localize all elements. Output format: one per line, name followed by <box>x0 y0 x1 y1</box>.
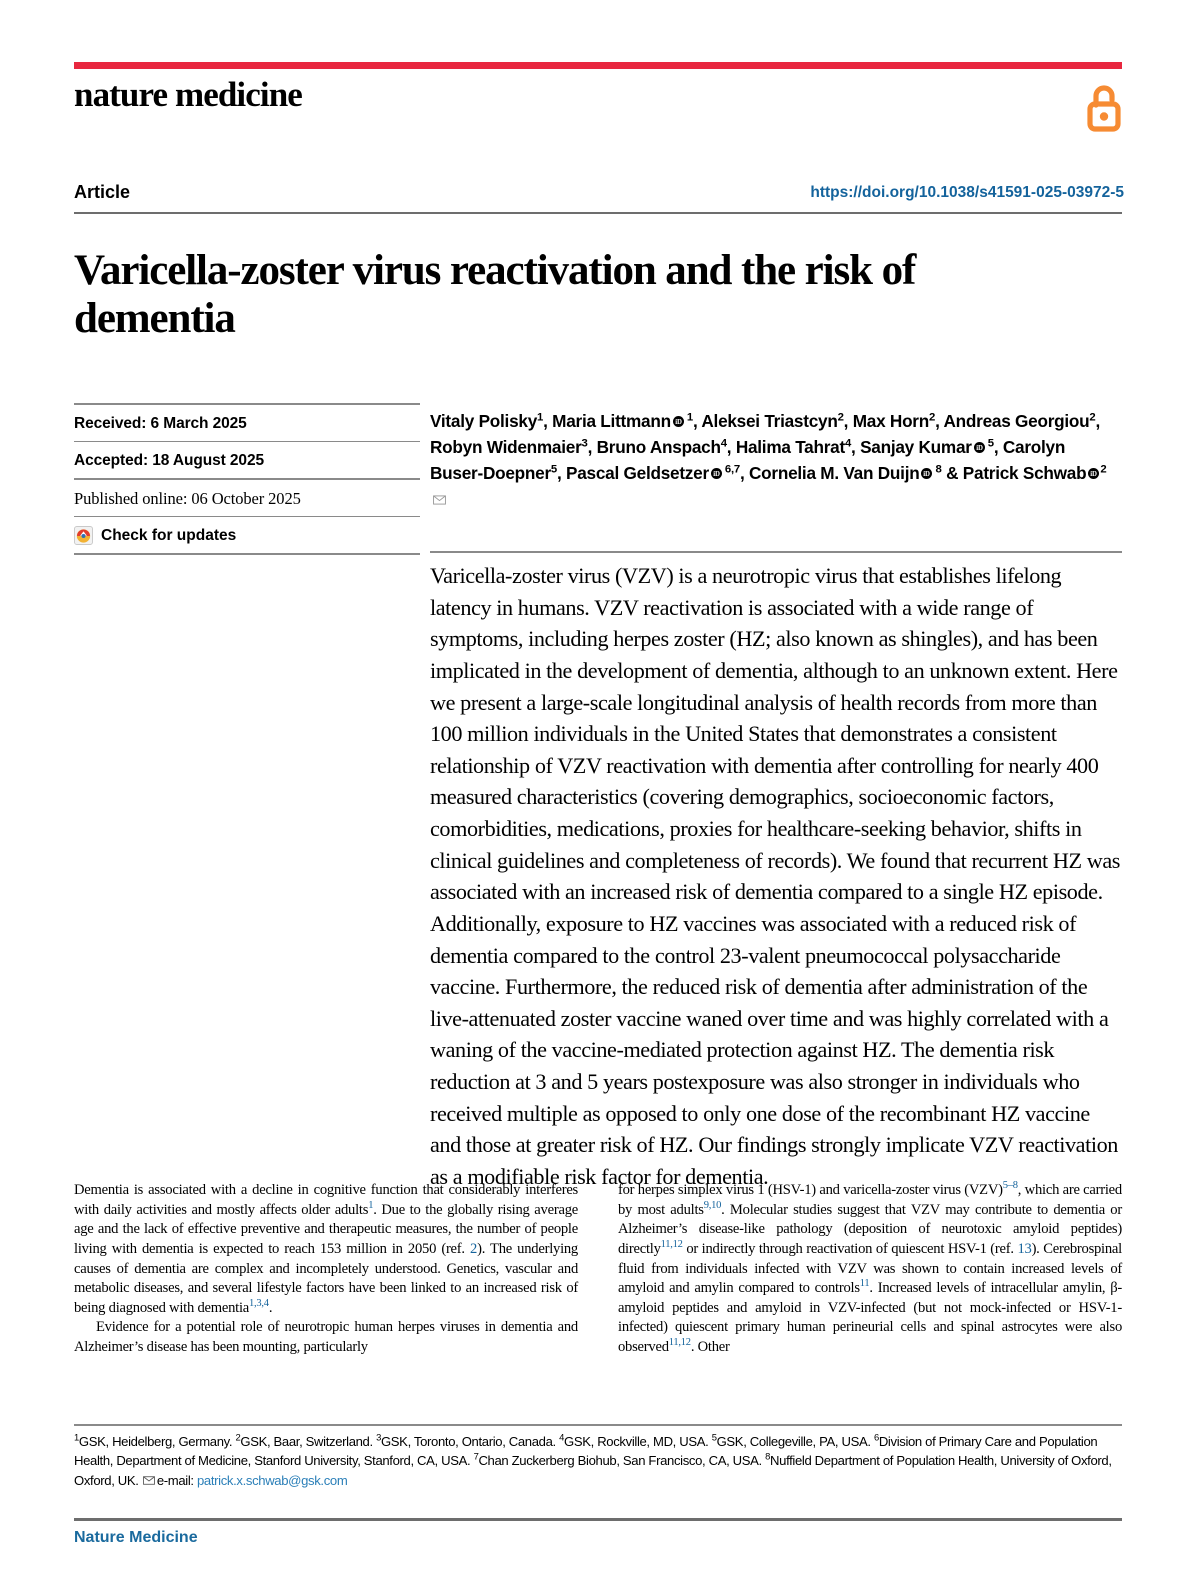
svg-text:iD: iD <box>975 445 983 453</box>
svg-text:iD: iD <box>675 418 682 426</box>
author-list: Vitaly Polisky$^1$, Maria Littmann iD $^1$, Aleksei Triastcyn$^2$, Max Horn$^2$, Andreas Georgiou$^2$, Robyn Widenmaier$^3$, Bruno Anspach$^4$, Halima Tahrat$^4$, Sanjay Kumar iD $^5$, Carolyn Buser-Doepner$^5$, Pascal Geldsetzer iD $^{6,7}$, Cornelia M. Van Duijn iD $^8$ & Patrick Schwab iD $^2$ <box>430 408 1122 513</box>
received-date: Received: 6 March 2025 <box>74 414 247 432</box>
abstract-divider <box>430 551 1122 553</box>
body-column-right: for herpes simplex virus 1 (HSV-1) and varicella-zoster virus (VZV)$^{5-8}$, which are carried by most adults$^{9,10}$. Molecular studies suggest that VZV may contribute to dementia or Alzheimer’s disease-like pathology (deposition of neurotoxic amyloid peptides) directly$^{11,12}$ or indirectly through reactivation of quiescent HSV-1 (ref. 13). Cerebrospinal fluid from individuals infected with VZV was shown to contain increased levels of amyloid and amylin compared to controls$^{11}$. Increased levels of intracellular amylin, β-amyloid peptides and amyloid in VZV-infected (but not mock-infected or HSV-1-infected) quiescent primary human perineurial cells and spinal astrocytes were also observed$^{11,12}$. Other <box>618 1180 1123 1355</box>
email-envelope-icon[interactable] <box>433 495 446 505</box>
body-column-left: Dementia is associated with a decline in cognitive function that considerably interferes with daily activities and mostly affects older adults$^1$. Due to the globally rising average age and the lack of effective preventive and therapeutic measures, the number of people living with dementia is expected to reach 153 million in 2050 (ref. 2). The underlying causes of dementia are complex and incompletely understood. Genetics, vascular and metabolic diseases, and several lifestyle factors have been linked to an increased risk of being diagnosed with dementia$^{1,3,4}$. Evidence for a potential role of neurotropic human herpes viruses in dementia and Alzheimer’s disease has been mounting, particularly <box>74 1182 578 1355</box>
footer-divider <box>74 1518 1122 1521</box>
orcid-icon[interactable] <box>921 468 932 479</box>
orcid-icon[interactable] <box>1088 468 1099 479</box>
svg-text:iD: iD <box>1090 471 1098 479</box>
doi-link[interactable]: https://doi.org/10.1038/s41591-025-03972-5 <box>810 184 1124 201</box>
publication-meta <box>74 403 420 555</box>
orcid-icon[interactable] <box>974 442 985 453</box>
article-type-label: Article <box>74 182 131 202</box>
journal-logo: nature medicine <box>74 75 302 114</box>
affiliations-text: $^1$GSK, Heidelberg, Germany. $^2$GSK, Baar, Switzerland. $^3$GSK, Toronto, Ontario, Canada. $^4$GSK, Rockville, MD, USA. $^5$GSK, Collegeville, PA, USA. $^6$Division of Primary Care and Population Health, Department of Medicine, Stanford University, Stanford, CA, USA. $^7$Chan Zuckerberg Biohub, San Francisco, CA, USA. $^8$Nuffield Department of Population Health, University of Oxford, Oxford, UK. e-mail: patrick.x.schwab@gsk.com <box>74 1431 1112 1488</box>
header-divider <box>74 212 1122 214</box>
published-date: Published online: 06 October 2025 <box>74 488 301 508</box>
abstract-text: Varicella-zoster virus (VZV) is a neurotropic virus that establishes lifelong latency in humans. VZV reactivation is associated with a wide range of symptoms, including herpes zoster (HZ; also known as shingles), and has been implicated in the development of dementia, although to an unknown extent. Here we present a large-scale longitudinal analysis of health records from more than 100 million individuals in the United States that demonstrates a consistent relationship of VZV reactivation with dementia after controlling for nearly 400 measured characteristics (covering demographics, socioeconomic factors, comorbidities, medications, proxies for healthcare-seeking behavior, shifts in clinical guidelines and completeness of records). We found that recurrent HZ was associated with an increased risk of dementia compared to a single HZ episode. Additionally, exposure to HZ vaccines was associated with a reduced risk of dementia compared to the control 23-valent pneumococcal polysaccharide vaccine. Furthermore, the reduced risk of dementia after administration of the live-attenuated zoster vaccine waned over time and was highly correlated with a waning of the vaccine-mediated protection against HZ. The dementia risk reduction at 3 and 5 years postexposure was also stronger in individuals who received multiple as opposed to only one dose of the recombinant HZ vaccine and those at greater risk of HZ. Our findings strongly implicate VZV reactivation as a modifiable risk factor for dementia. <box>430 563 1120 1189</box>
masthead-red-rule <box>74 62 1122 69</box>
meta-divider <box>74 553 420 555</box>
check-for-updates-button[interactable] <box>74 517 420 553</box>
orcid-icon[interactable] <box>673 416 684 427</box>
article-body <box>74 1181 1122 1358</box>
accepted-date: Accepted: 18 August 2025 <box>74 452 264 469</box>
page-title: Varicella-zoster virus reactivation and the risk of dementia <box>74 246 916 343</box>
open-access-lock-icon <box>1084 83 1124 133</box>
svg-text:iD: iD <box>923 471 931 479</box>
orcid-icon[interactable] <box>711 468 722 479</box>
check-for-updates-label: Check for updates <box>101 526 237 544</box>
email-envelope-icon <box>143 1476 155 1485</box>
footer-journal-name: Nature Medicine <box>74 1529 198 1546</box>
svg-text:iD: iD <box>713 471 720 479</box>
crossmark-icon <box>74 526 93 545</box>
affiliations-divider <box>74 1424 1122 1426</box>
